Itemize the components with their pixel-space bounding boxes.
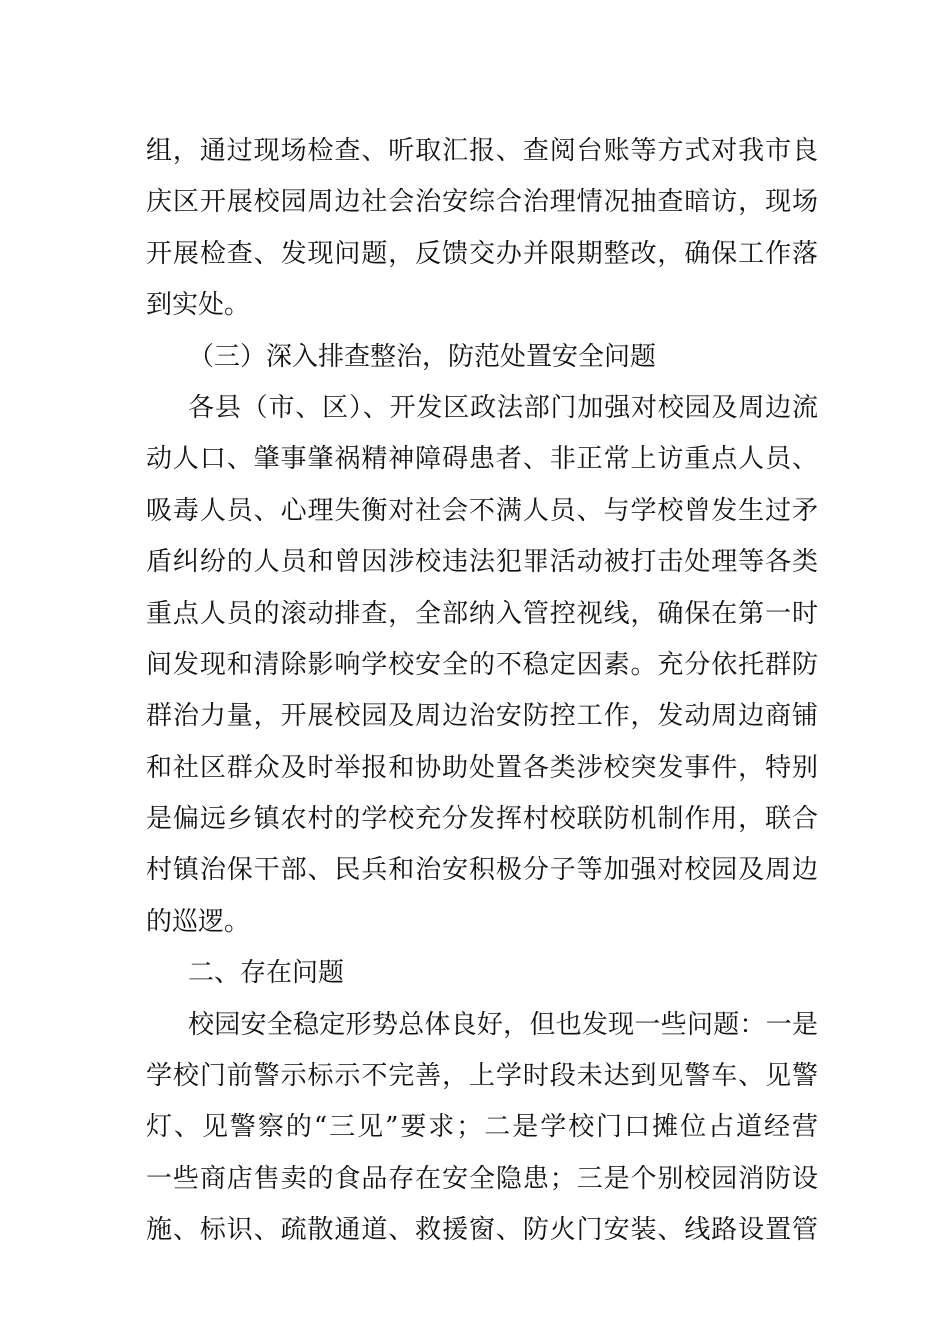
text-line: 开展检查、发现问题，反馈交办并限期整改，确保工作落 xyxy=(146,238,818,269)
text-line: 和社区群众及时举报和协助处置各类涉校突发事件，特别 xyxy=(146,752,818,783)
document-body xyxy=(146,126,818,1257)
text-line: 的巡逻。 xyxy=(146,906,251,937)
text-line: 间发现和清除影响学校安全的不稳定因素。充分依托群防 xyxy=(146,649,818,680)
text-line: 灯、见警察的“三见”要求；二是学校门口摊位占道经营 xyxy=(146,1112,818,1143)
text-line: 村镇治保干部、民兵和治安积极分子等加强对校园及周边 xyxy=(146,855,818,886)
text-line: 一些商店售卖的食品存在安全隐患；三是个别校园消防设 xyxy=(146,1163,818,1194)
text-line: 二、存在问题 xyxy=(188,958,345,989)
text-line: 校园安全稳定形势总体良好，但也发现一些问题：一是 xyxy=(188,1009,818,1040)
text-line: 动人口、肇事肇祸精神障碍患者、非正常上访重点人员、 xyxy=(146,444,818,475)
text-line: 学校门前警示标示不完善，上学时段未达到见警车、见警 xyxy=(146,1061,818,1092)
text-line: 群治力量，开展校园及周边治安防控工作，发动周边商铺 xyxy=(146,701,818,732)
text-line: 到实处。 xyxy=(146,290,251,321)
text-line: 是偏远乡镇农村的学校充分发挥村校联防机制作用，联合 xyxy=(146,804,818,835)
text-line: （三）深入排查整治，防范处置安全问题 xyxy=(188,341,657,372)
text-line: 组，通过现场检查、听取汇报、查阅台账等方式对我市良 xyxy=(146,136,818,166)
text-line: 施、标识、疏散通道、救援窗、防火门安装、线路设置管 xyxy=(146,1215,818,1246)
text-line: 吸毒人员、心理失衡对社会不满人员、与学校曾发生过矛 xyxy=(146,495,818,526)
text-line: 重点人员的滚动排查，全部纳入管控视线，确保在第一时 xyxy=(146,598,818,629)
text-line: 各县（市、区）、开发区政法部门加强对校园及周边流 xyxy=(188,392,818,423)
text-line: 庆区开展校园周边社会治安综合治理情况抽查暗访，现场 xyxy=(146,187,818,218)
text-line: 盾纠纷的人员和曾因涉校违法犯罪活动被打击处理等各类 xyxy=(146,547,818,578)
